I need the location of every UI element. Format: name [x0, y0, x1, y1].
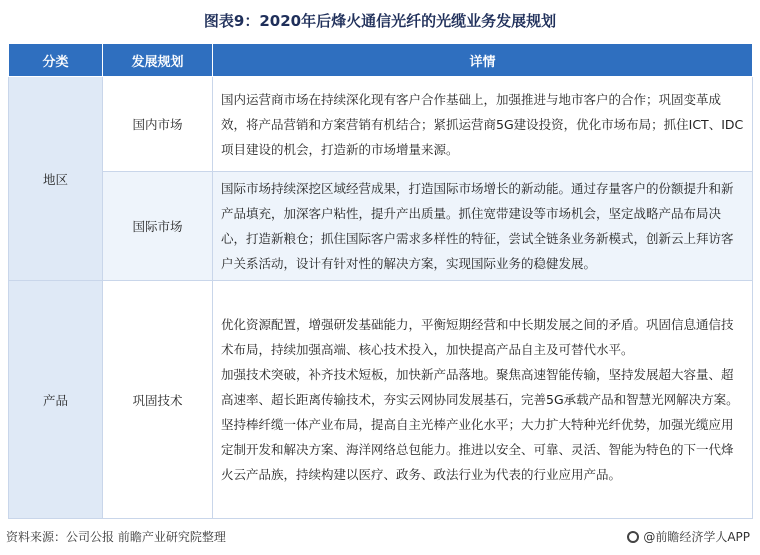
brand-label: @前瞻经济学人APP: [643, 530, 750, 544]
detail-cell-technology: [213, 281, 753, 519]
brand-credit: [627, 528, 750, 545]
table-row: [9, 172, 753, 281]
header-category: 分类: [9, 44, 103, 77]
detail-paragraph: 国内运营商市场在持续深化现有客户合作基础上，加强推进与地市客户的合作；巩固变革成效，将产品营销和方案营销有机结合；紧抓运营商5G建设投资，优化市场布局；抓住ICT、IDC项目建设的机会，打造新的市场增量来源。: [221, 91, 744, 157]
detail-cell-international: [213, 172, 753, 281]
table-row: [9, 281, 753, 519]
source-note: 资料来源：公司公报 前瞻产业研究院整理: [6, 530, 226, 544]
brand-logo-icon: [627, 531, 639, 543]
header-detail: 详情: [213, 44, 753, 77]
table-row: [9, 77, 753, 172]
plan-cell-international: 国际市场: [103, 172, 213, 281]
plan-cell-technology: 巩固技术: [103, 281, 213, 519]
detail-cell-domestic: [213, 77, 753, 172]
category-cell-region: 地区: [9, 77, 103, 281]
detail-paragraph: 国际市场持续深挖区域经营成果，打造国际市场增长的新动能。通过存量客户的份额提升和新产品填充，加深客户粘性，提升产出质量。抓住宽带建设等市场机会，坚定战略产品布局决心，打造新粮仓；抓住国际客户需求多样性的特征，尝试全链条业务新模式，创新云上拜访客户关系活动，设计有针对性的解决方案，实现国际业务的稳健发展。: [221, 181, 734, 271]
detail-paragraph: 加强技术突破，补齐技术短板，加快新产品落地。聚焦高速智能传输，坚持发展超大容量、超高速率、超长距离传输技术，夯实云网协同发展基石，完善5G承载产品和智慧光网解决方案。坚持棒纤缆一体产业布局，提高自主光棒产业化水平；大力扩大特种光纤优势，加强光缆应用定制开发和解决方案、海洋网络总包能力。推进以安全、可靠、灵活、智能为特色的下一代烽火云产品族，持续构建以医疗、政务、政法行业为代表的行业应用产品。: [221, 367, 739, 482]
plan-cell-domestic: 国内市场: [103, 77, 213, 172]
table-header-row: [9, 44, 753, 77]
detail-paragraph: 优化资源配置，增强研发基础能力，平衡短期经营和中长期发展之间的矛盾。巩固信息通信技术布局，持续加强高端、核心技术投入，加快提高产品自主及可替代水平。: [221, 317, 734, 357]
plan-table: [8, 43, 753, 519]
figure-title: 图表9：2020年后烽火通信光纤的光缆业务发展规划: [203, 12, 557, 30]
category-cell-product: 产品: [9, 281, 103, 519]
header-plan: 发展规划: [103, 44, 213, 77]
